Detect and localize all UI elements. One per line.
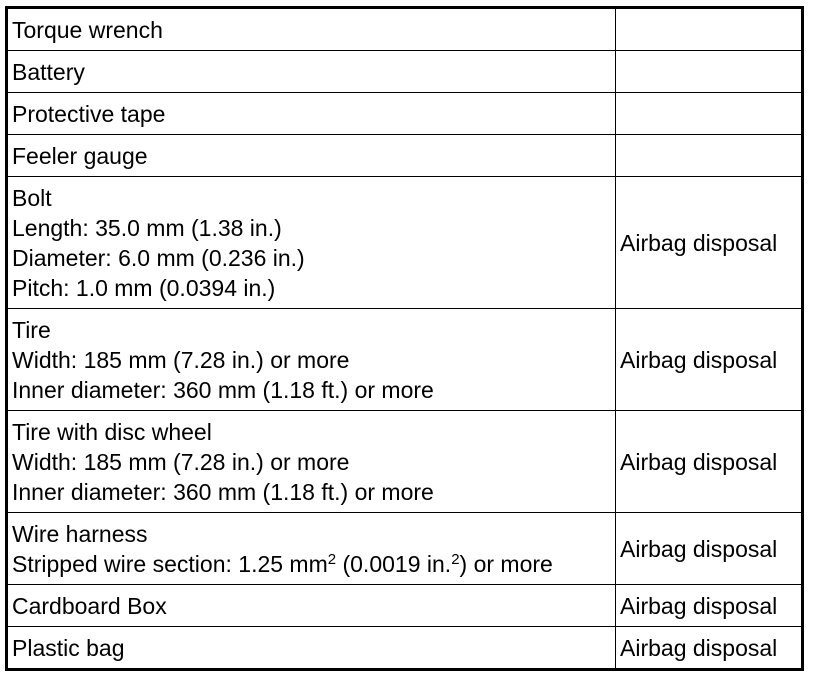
item-spec: Diameter: 6.0 mm (0.236 in.)	[12, 245, 305, 271]
table-row	[7, 513, 803, 585]
item-name: Cardboard Box	[12, 593, 167, 619]
note-cell: Airbag disposal	[616, 411, 803, 513]
item-spec: Inner diameter: 360 mm (1.18 ft.) or more	[12, 479, 434, 505]
item-cell	[7, 513, 616, 585]
item-name: Battery	[12, 59, 85, 85]
item-cell	[7, 8, 616, 51]
wire-section-prefix: Stripped wire section: 1.25 mm	[12, 551, 328, 577]
equipment-table	[5, 6, 804, 671]
item-spec: Width: 185 mm (7.28 in.) or more	[12, 449, 350, 475]
item-spec: Width: 185 mm (7.28 in.) or more	[12, 347, 350, 373]
item-name: Torque wrench	[12, 17, 163, 43]
superscript: 2	[327, 551, 337, 568]
note-cell	[616, 8, 803, 51]
item-name: Wire harness	[12, 521, 148, 547]
table-row	[7, 135, 803, 177]
item-name: Tire with disc wheel	[12, 419, 212, 445]
item-spec	[12, 549, 611, 579]
table-row	[7, 627, 803, 670]
table-row	[7, 51, 803, 93]
note-cell	[616, 93, 803, 135]
wire-section-middle: (0.0019 in.	[336, 551, 452, 577]
item-cell	[7, 585, 616, 627]
item-name: Protective tape	[12, 101, 166, 127]
item-cell	[7, 309, 616, 411]
item-spec: Inner diameter: 360 mm (1.18 ft.) or more	[12, 377, 434, 403]
note-cell	[616, 51, 803, 93]
item-cell	[7, 177, 616, 309]
item-name: Plastic bag	[12, 635, 125, 661]
note-cell: Airbag disposal	[616, 627, 803, 670]
table-row	[7, 8, 803, 51]
table-row	[7, 93, 803, 135]
item-spec: Pitch: 1.0 mm (0.0394 in.)	[12, 275, 276, 301]
item-cell	[7, 411, 616, 513]
item-name: Tire	[12, 317, 51, 343]
superscript: 2	[451, 551, 460, 568]
item-cell	[7, 51, 616, 93]
note-cell	[616, 135, 803, 177]
table-row	[7, 585, 803, 627]
table-row	[7, 411, 803, 513]
item-name: Bolt	[12, 185, 52, 211]
note-cell: Airbag disposal	[616, 309, 803, 411]
item-cell	[7, 93, 616, 135]
item-spec: Length: 35.0 mm (1.38 in.)	[12, 215, 282, 241]
item-name: Feeler gauge	[12, 143, 148, 169]
note-cell: Airbag disposal	[616, 177, 803, 309]
item-cell	[7, 135, 616, 177]
table-row	[7, 309, 803, 411]
item-cell	[7, 627, 616, 670]
table-row	[7, 177, 803, 309]
note-cell: Airbag disposal	[616, 513, 803, 585]
wire-section-suffix: ) or more	[459, 551, 553, 577]
note-cell: Airbag disposal	[616, 585, 803, 627]
